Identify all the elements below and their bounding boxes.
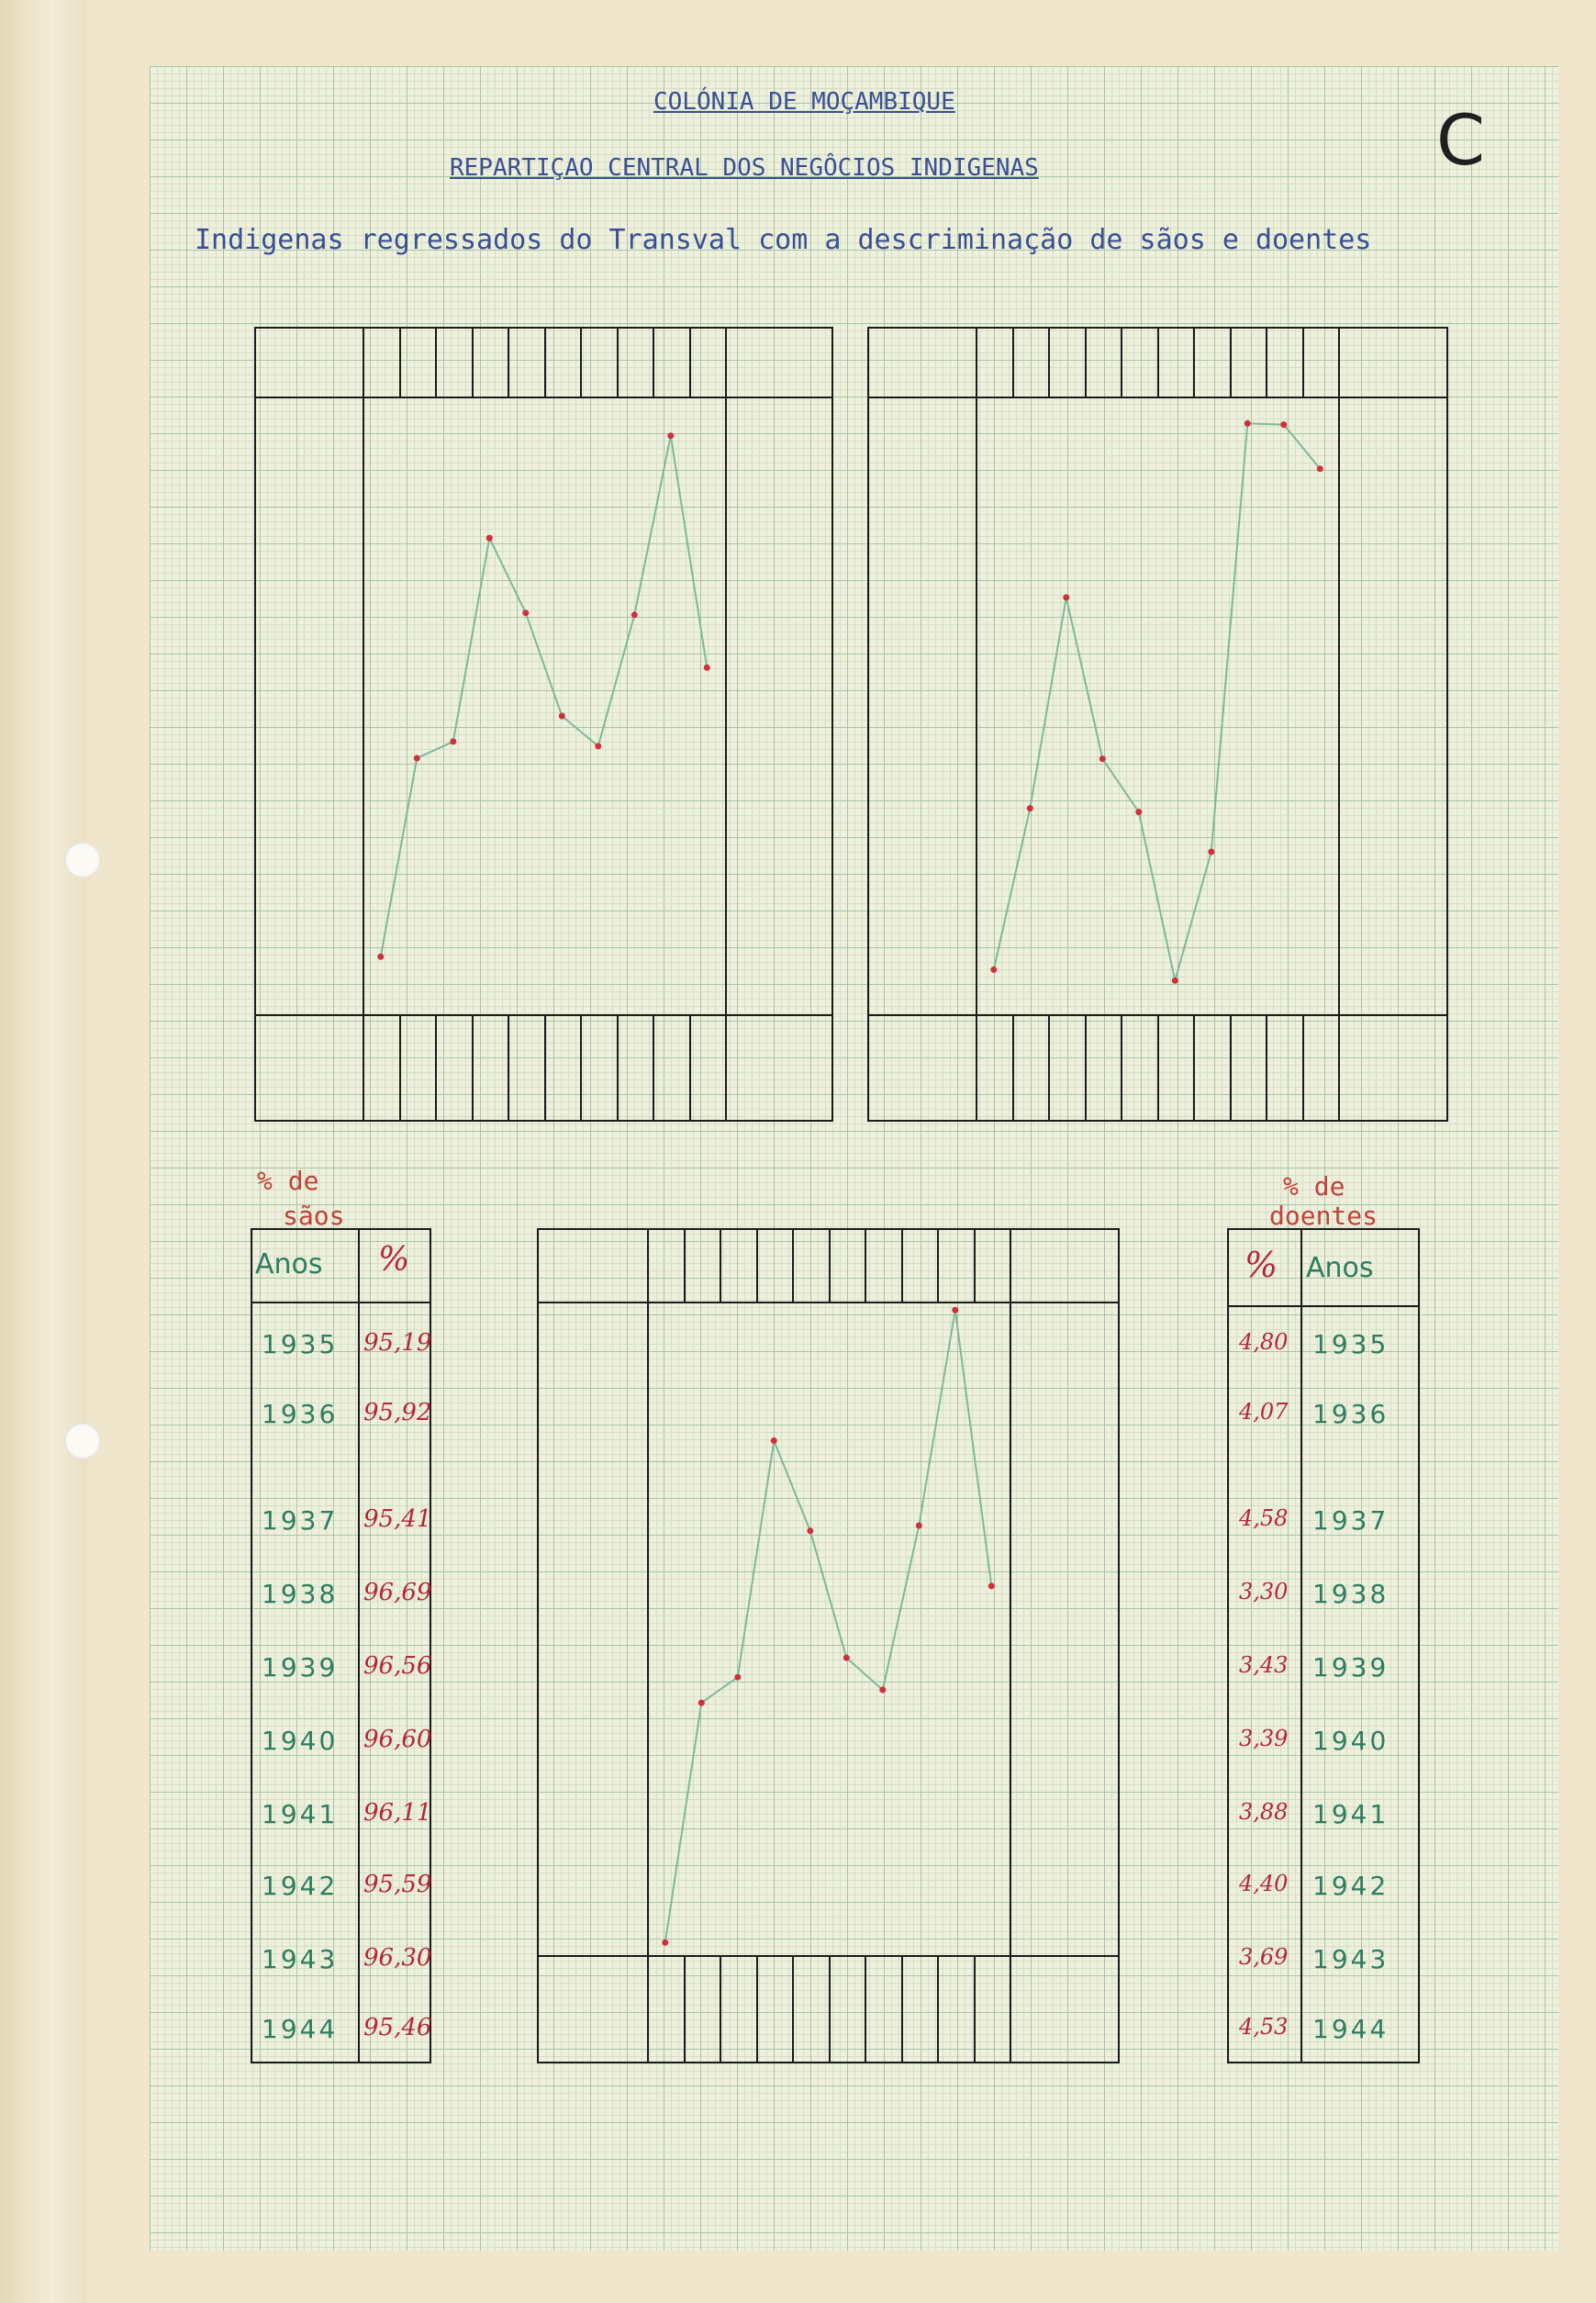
doentes-data-point <box>1280 421 1287 428</box>
pct-doentes-value: 4,53 <box>1239 2014 1289 2040</box>
pct-saos-year: 1936 <box>262 1399 339 1429</box>
total-data-point <box>807 1527 813 1534</box>
saos-data-point <box>450 738 456 744</box>
total-data-point <box>843 1655 850 1661</box>
pct-saos-year: 1944 <box>262 2014 339 2044</box>
pct-doentes-value: 4,80 <box>1239 1329 1289 1355</box>
pct-doentes-value: 4,07 <box>1239 1399 1289 1425</box>
saos-data-point <box>559 713 565 720</box>
saos-data-point <box>486 535 493 542</box>
pct-saos-title-line1: % de <box>257 1166 319 1196</box>
pct-saos-year: 1940 <box>262 1726 339 1756</box>
pct-doentes-value: 4,58 <box>1239 1505 1289 1531</box>
pct-saos-year: 1941 <box>262 1799 339 1829</box>
pct-saos-year: 1938 <box>262 1579 339 1609</box>
pct-doentes-value: 3,43 <box>1239 1652 1289 1678</box>
pct-doentes-year: 1935 <box>1312 1329 1390 1359</box>
doentes-data-point <box>1027 805 1033 811</box>
pct-doentes-header-rule <box>1227 1305 1420 1307</box>
pct-saos-header-rule <box>251 1302 431 1303</box>
pct-doentes-value: 3,69 <box>1239 1944 1289 1970</box>
pct-doentes-year: 1938 <box>1312 1579 1390 1609</box>
pct-doentes-value: 3,88 <box>1239 1799 1289 1825</box>
pct-doentes-year: 1942 <box>1312 1871 1390 1901</box>
total-data-point <box>662 1940 668 1946</box>
total-data-point <box>916 1523 922 1529</box>
pct-doentes-value: 3,30 <box>1239 1579 1289 1604</box>
saos-series-line <box>381 436 708 957</box>
total-data-point <box>879 1687 886 1694</box>
punch-hole-bottom <box>64 1423 101 1459</box>
pct-doentes-year: 1940 <box>1312 1726 1390 1756</box>
doentes-data-point <box>1172 978 1178 984</box>
pct-saos-year: 1939 <box>262 1652 339 1683</box>
pct-doentes-year: 1937 <box>1312 1505 1390 1536</box>
pct-doentes-pct-header: % <box>1244 1245 1278 1285</box>
total-data-point <box>734 1674 741 1681</box>
doentes-data-point <box>1317 465 1323 472</box>
doentes-data-point <box>1063 594 1069 600</box>
total-data-point <box>698 1700 705 1706</box>
chart-subtitle: Indigenas regressados do Transval com a descriminação de sãos e doentes <box>195 224 1372 256</box>
pct-saos-value: 95,92 <box>363 1399 432 1426</box>
pct-doentes-value: 3,39 <box>1239 1726 1289 1751</box>
pct-doentes-year: 1939 <box>1312 1652 1390 1683</box>
pct-doentes-value: 4,40 <box>1239 1871 1289 1896</box>
department-title: REPARTIÇAO CENTRAL DOS NEGÔCIOS INDIGENAS <box>450 154 1039 182</box>
pct-doentes-title-line2: doentes <box>1269 1201 1378 1231</box>
binding-strip <box>0 0 87 2303</box>
pct-saos-value: 96,69 <box>363 1579 432 1606</box>
pct-doentes-year: 1944 <box>1312 2014 1390 2044</box>
pct-saos-value: 95,19 <box>363 1329 432 1357</box>
doentes-series-line <box>994 423 1321 980</box>
colony-title: COLÓNIA DE MOÇAMBIQUE <box>653 88 955 116</box>
pct-saos-years-header: Anos <box>255 1248 323 1280</box>
corner-letter: C <box>1436 99 1486 181</box>
pct-doentes-title-line1: % de <box>1283 1171 1345 1202</box>
pct-doentes-year: 1941 <box>1312 1799 1390 1829</box>
saos-data-point <box>595 743 601 749</box>
total-plot <box>537 1228 1120 2063</box>
doentes-data-point <box>990 967 997 973</box>
total-data-point <box>952 1307 958 1314</box>
doentes-data-point <box>1135 809 1142 815</box>
pct-doentes-years-header: Anos <box>1306 1252 1374 1284</box>
doentes-data-point <box>1208 849 1214 855</box>
saos-data-point <box>704 665 710 671</box>
saos-data-point <box>631 611 638 618</box>
pct-doentes-year: 1936 <box>1312 1399 1390 1429</box>
pct-saos-value: 96,30 <box>363 1944 432 1972</box>
pct-saos-value: 96,56 <box>363 1652 432 1680</box>
doentes-data-point <box>1244 420 1251 427</box>
pct-saos-value: 95,59 <box>363 1871 432 1898</box>
pct-saos-title-line2: sãos <box>283 1201 345 1231</box>
doentes-data-point <box>1099 755 1106 762</box>
pct-saos-value: 95,46 <box>363 2014 432 2041</box>
pct-saos-value: 96,60 <box>363 1726 432 1753</box>
pct-saos-divider <box>358 1228 360 2063</box>
saos-data-point <box>377 954 384 960</box>
total-data-point <box>771 1437 777 1444</box>
saos-data-point <box>414 755 420 762</box>
pct-saos-value: 95,41 <box>363 1505 432 1533</box>
pct-doentes-year: 1943 <box>1312 1944 1390 1974</box>
pct-saos-year: 1943 <box>262 1944 339 1974</box>
saos-plot <box>254 327 833 1122</box>
pct-saos-year: 1935 <box>262 1329 339 1359</box>
pct-saos-value: 96,11 <box>363 1799 432 1827</box>
pct-saos-pct-header: % <box>378 1241 410 1279</box>
pct-saos-year: 1942 <box>262 1871 339 1901</box>
doentes-plot <box>867 327 1448 1122</box>
total-data-point <box>988 1582 995 1589</box>
pct-saos-year: 1937 <box>262 1505 339 1536</box>
punch-hole-top <box>64 842 101 878</box>
total-series-line <box>665 1310 992 1942</box>
saos-data-point <box>522 609 529 616</box>
pct-doentes-divider <box>1300 1228 1302 2063</box>
saos-data-point <box>667 432 674 439</box>
